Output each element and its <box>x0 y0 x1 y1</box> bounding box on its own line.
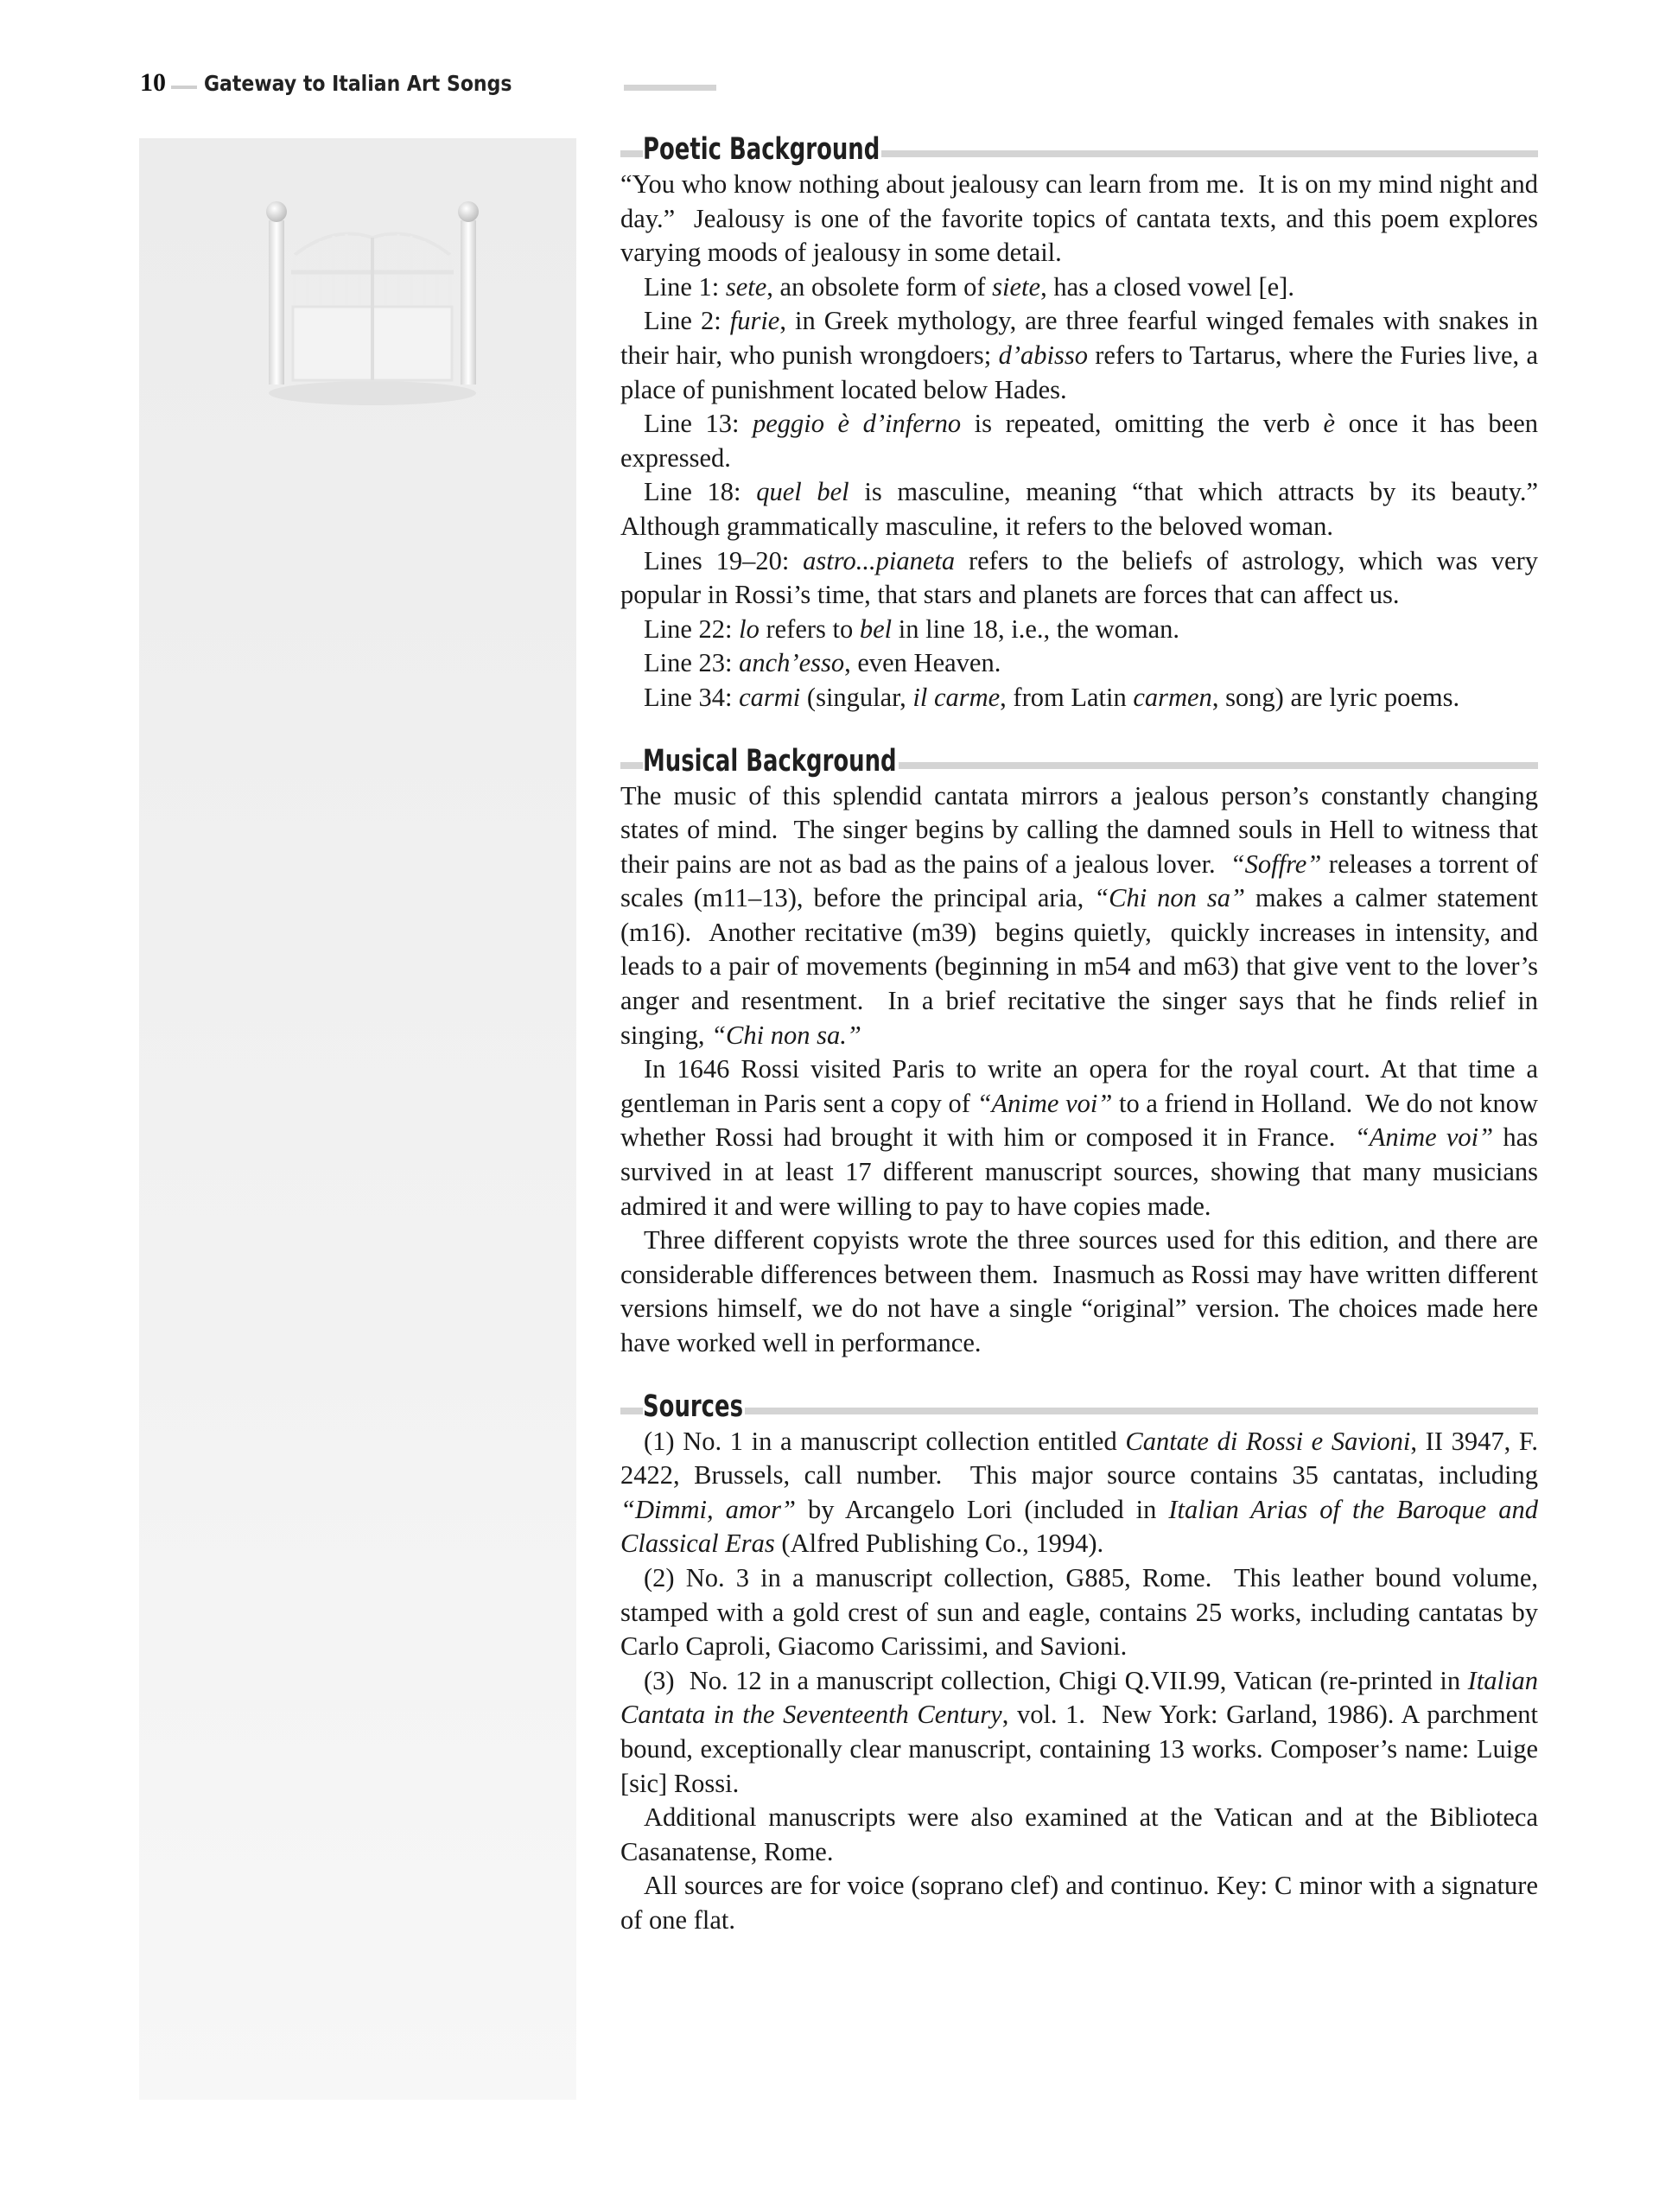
running-head <box>140 66 576 100</box>
book-title: Gateway to Italian Art Songs <box>204 70 512 96</box>
paragraph: Line 34: carmi (singular, il carme, from Latin carmen, song) are lyric poems. <box>644 682 1460 712</box>
paragraph: (1) No. 1 in a manuscript collection entitled Cantate di Rossi e Savioni, II 3947, F. 2422, Brussels, call number. This major source contains 35 cantatas, including “Dimmi, amor” by Arcangelo Lori (included in Italian Arias of the Baroque and Classical Eras (Alfred Publishing Co., 1994). <box>620 1426 1538 1559</box>
section-heading <box>620 130 1538 168</box>
header-rule-trailing <box>624 85 716 91</box>
paragraph: (3) No. 12 in a manuscript collection, Chigi Q.VII.99, Vatican (re-printed in Italian Cantata in the Seventeenth Century, vol. 1. New York: Garland, 1986). A parchment bound, exceptionally clear manuscript, containing 13 works. Composer’s name: Luige [sic] Rossi. <box>620 1665 1538 1798</box>
heading-rule <box>745 1408 1538 1414</box>
heading-rule <box>899 762 1538 769</box>
heading-rule <box>620 150 643 157</box>
paragraph: Line 18: quel bel is masculine, meaning “that which attracts by its beauty.” Although grammatically masculine, it refers to the beloved woman. <box>620 477 1539 541</box>
paragraph: In 1646 Rossi visited Paris to write an opera for the royal court. At that time a gentleman in Paris sent a copy of “Anime voi” to a friend in Holland. We do not know whether Rossi had brought it with him or composed it in France. “Anime voi” has survived in at least 17 different manuscript sources, showing that many musicians admired it and were willing to pay to have copies made. <box>620 1054 1539 1221</box>
paragraph: (2) No. 3 in a manuscript collection, G885, Rome. This leather bound volume, stamped with a gold crest of sun and eagle, contains 25 works, including cantatas by Carlo Caproli, Giacomo Carissimi, and Savioni. <box>620 1562 1538 1662</box>
page-number: 10 <box>140 68 166 97</box>
section-heading <box>620 1387 1538 1425</box>
section-title: Poetic Background <box>643 132 880 167</box>
paragraph: All sources are for voice (soprano clef) and continuo. Key: C minor with a signature of one flat. <box>620 1871 1538 1935</box>
paragraph: Line 1: sete, an obsolete form of siete, has a closed vowel [e]. <box>644 271 1294 302</box>
paragraph: Line 2: furie, in Greek mythology, are three fearful winged females with snakes in their hair, who punish wrongdoers; d’abisso refers to Tartarus, where the Furies live, a place of punishment located below Hades. <box>620 306 1538 404</box>
header-rule <box>171 86 197 89</box>
main-text <box>620 130 1538 1938</box>
paragraph: Lines 19–20: astro...pianeta refers to the beliefs of astrology, which was very popular in Rossi’s time, that stars and planets are forces that can affect us. <box>620 545 1538 610</box>
paragraph: The music of this splendid cantata mirrors a jealous person’s constantly changing states of mind. The singer begins by calling the damned souls in Hell to witness that their pains are not as bad as the pains of a jealous lover. “Soffre” releases a torrent of scales (m11–13), before the principal aria, “Chi non sa” makes a calmer statement (m16). Another recitative (m39) begins quietly, quickly increases in intensity, and leads to a pair of movements (beginning in m54 and m63) that give vent to the lover’s anger and resentment. In a brief recitative the singer says that he finds relief in singing, “Chi non sa.” <box>620 780 1538 1050</box>
gate-icon <box>260 186 485 410</box>
paragraph: Additional manuscripts were also examined at the Vatican and at the Biblioteca Casanatense, Rome. <box>620 1802 1538 1866</box>
paragraph: Line 13: peggio è d’inferno is repeated, omitting the verb è once it has been expressed. <box>620 409 1538 473</box>
paragraph: “You who know nothing about jealousy can learn from me. It is on my mind night and day.” Jealousy is one of the favorite topics of cantata texts, and this poem explores varying moods of jealousy in some detail. <box>620 169 1538 268</box>
section-title: Sources <box>643 1389 743 1424</box>
paragraph: Line 23: anch’esso, even Heaven. <box>644 648 1001 678</box>
heading-rule <box>620 1408 643 1414</box>
heading-rule <box>881 150 1538 157</box>
paragraph: Three different copyists wrote the three sources used for this edition, and there are considerable differences between them. Inasmuch as Rossi may have written different versions himself, we do not have a single “original” version. The choices made here have worked well in performance. <box>620 1225 1538 1357</box>
sidebar-panel <box>139 138 576 2100</box>
section-title: Musical Background <box>643 743 897 779</box>
paragraph: Line 22: lo refers to bel in line 18, i.e., the woman. <box>644 613 1180 644</box>
section-heading <box>620 741 1538 779</box>
heading-rule <box>620 762 643 769</box>
